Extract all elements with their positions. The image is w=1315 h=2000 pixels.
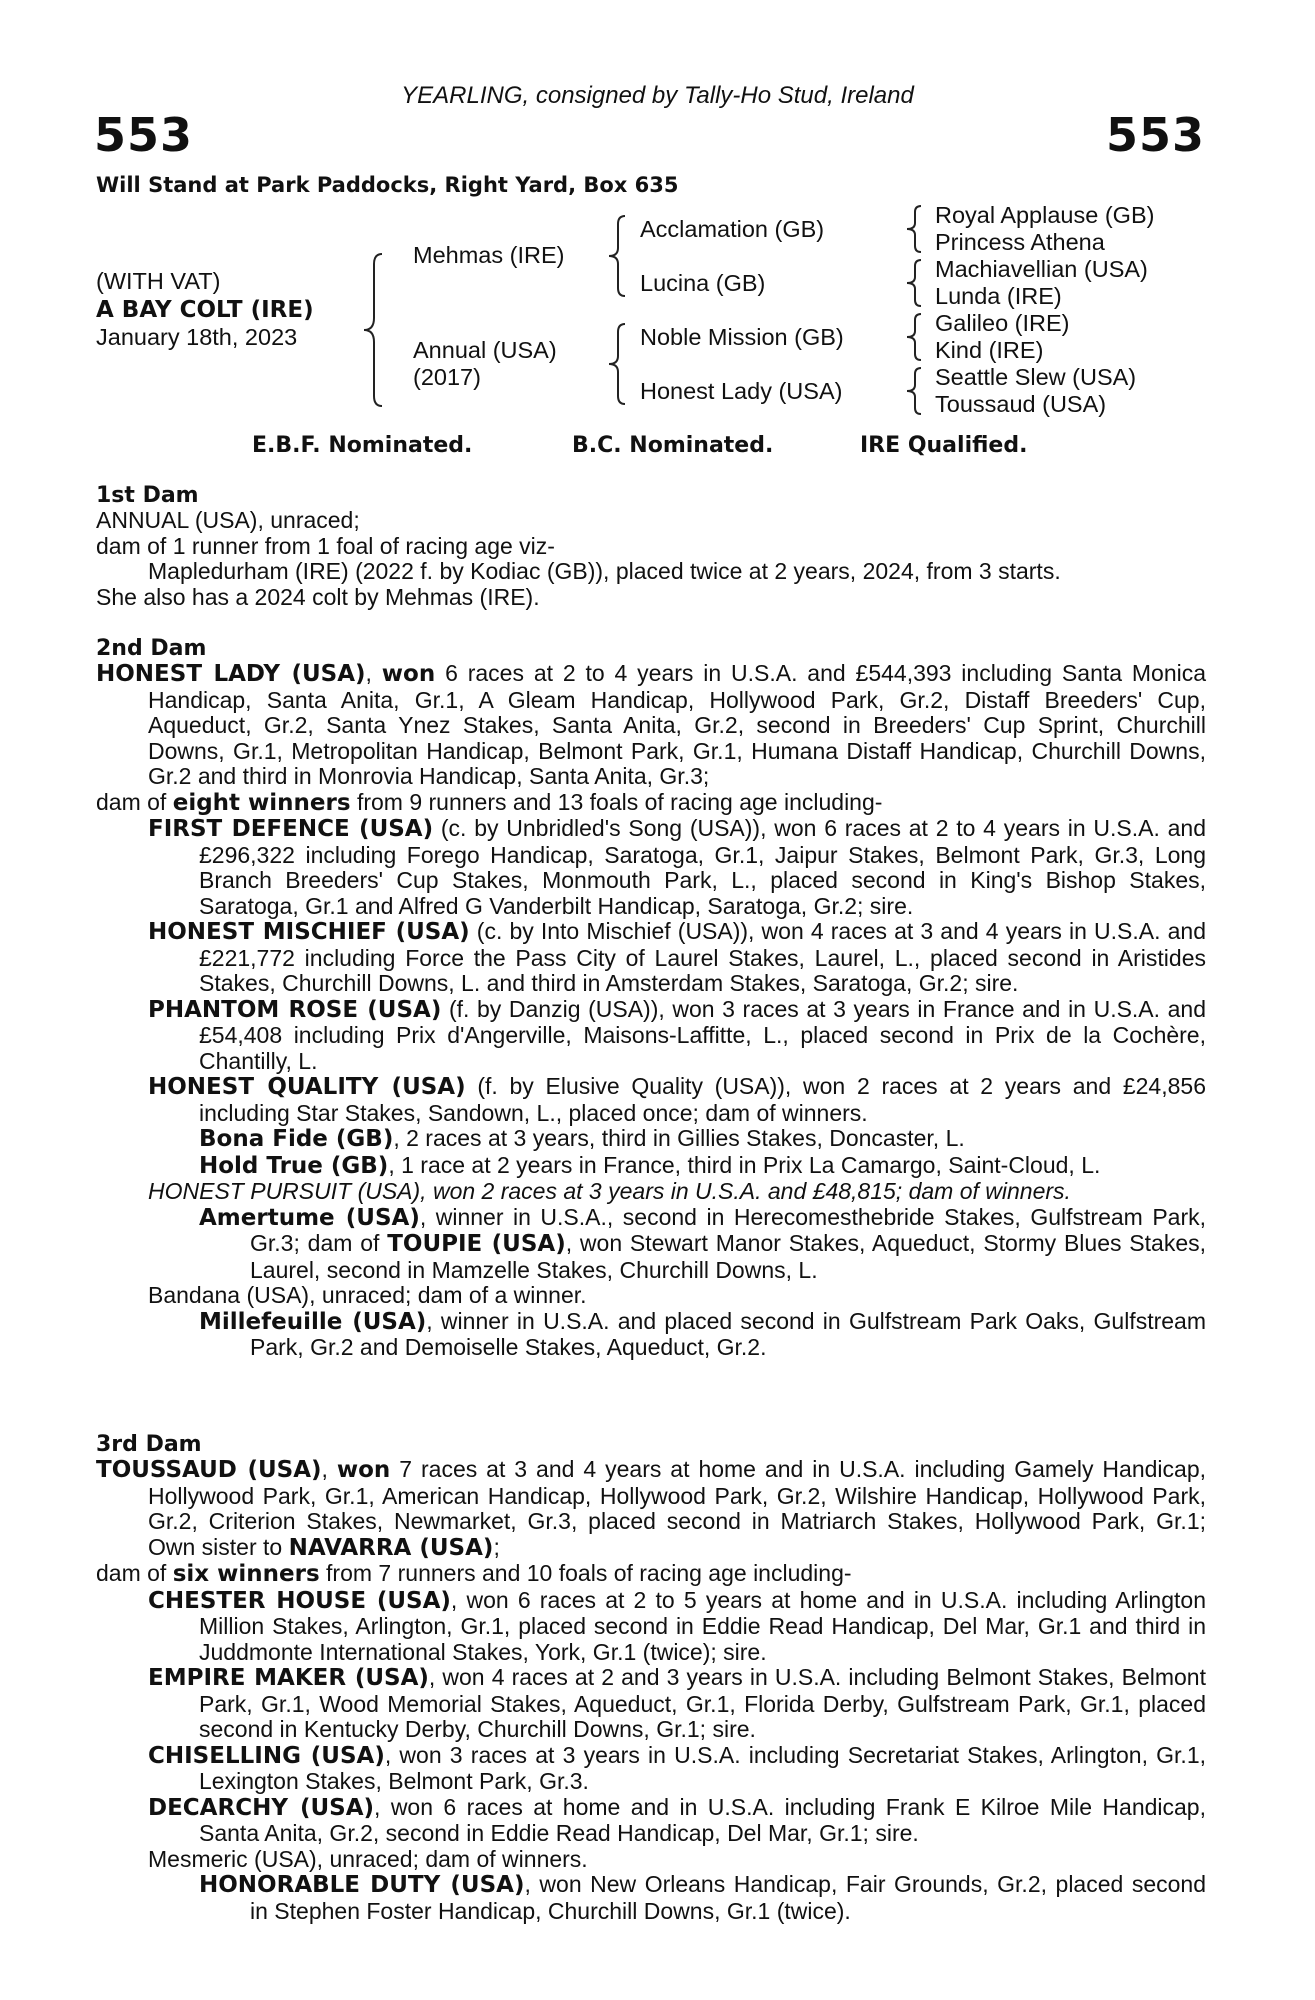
vat-note: (WITH VAT) [96, 268, 221, 294]
pedigree-brace-dam [605, 320, 635, 408]
dam-year: (2017) [413, 364, 481, 390]
ebf-nomination: E.B.F. Nominated. [252, 433, 473, 458]
ggsire-2: Machiavellian (USA) [935, 256, 1148, 282]
progeny-entry: HONEST QUALITY (USA) (f. by Elusive Quality (USA)), won 2 races at 2 years and £24,856 including Star Stakes, Sandown, L., placed once; dam of winners. [148, 1073, 1206, 1126]
dam-name: Annual (USA) [413, 337, 557, 363]
first-dam-section [96, 508, 1206, 610]
ggdam-3: Kind (IRE) [935, 337, 1044, 363]
second-dam-entry: HONEST LADY (USA), won 6 races at 2 to 4 years in U.S.A. and £544,393 including Santa Monica Handicap, Santa Anita, Gr.1, A Gleam Handicap, Hollywood Park, Gr.2, Distaff Breeders' Cup, Aqueduct, Gr.2, Santa Ynez Stakes, Santa Anita, Gr.2, second in Breeders' Cup Sprint, Churchill Downs, Gr.1, Metropolitan Handicap, Belmont Park, Gr.1, Humana Distaff Handicap, Churchill Downs, Gr.2 and third in Monrovia Handicap, Santa Anita, Gr.3; [96, 660, 1207, 789]
grand-progeny-entry: Hold True (GB), 1 race at 2 years in France, third in Prix La Camargo, Saint-Cloud, L. [199, 1151, 1101, 1179]
third-dam-section [96, 1457, 1206, 1924]
progeny-entry: CHISELLING (USA), won 3 races at 3 years in U.S.A. including Secretariat Stakes, Arlington, Gr.1, Lexington Stakes, Belmont Park, Gr.3. [148, 1741, 1206, 1794]
second-dam-section [96, 661, 1206, 1361]
sire-dam: Lucina (GB) [640, 270, 766, 296]
lot-number-right: 553 [1105, 108, 1205, 162]
ggsire-1: Royal Applause (GB) [935, 202, 1155, 228]
ggdam-4: Toussaud (USA) [935, 391, 1107, 417]
progeny-entry-mesmeric: Mesmeric (USA), unraced; dam of winners. [148, 1845, 588, 1872]
progeny-entry: FIRST DEFENCE (USA) (c. by Unbridled's Song (USA)), won 6 races at 2 to 4 years in U.S.A. and £296,322 including Forego Handicap, Saratoga, Gr.1, Jaipur Stakes, Belmont Park, Gr.3, Long Branch Breeders' Cup Stakes, Monmouth Park, L., placed second in King's Bishop Stakes, Saratoga, Gr.1 and Alfred G Vanderbilt Handicap, Saratoga, Gr.2; sire. [148, 815, 1206, 919]
sire-sire: Acclamation (GB) [640, 216, 825, 242]
sale-subtitle: YEARLING, consigned by Tally-Ho Stud, Ireland [401, 82, 914, 109]
stable-location: Will Stand at Park Paddocks, Right Yard, Box 635 [96, 173, 679, 197]
progeny-entry-bandana: Bandana (USA), unraced; dam of a winner. [148, 1282, 587, 1308]
third-dam-heading: 3rd Dam [96, 1432, 202, 1457]
first-dam-line: She also has a 2024 colt by Mehmas (IRE). [96, 583, 540, 610]
first-dam-line: ANNUAL (USA), unraced; [96, 507, 360, 533]
pedigree-brace-main [360, 248, 400, 412]
grand-progeny-entry: Bona Fide (GB), 2 races at 3 years, third in Gillies Stakes, Doncaster, L. [199, 1125, 965, 1152]
ggsire-3: Galileo (IRE) [935, 310, 1070, 336]
progeny-entry: EMPIRE MAKER (USA), won 4 races at 2 and 3 years in U.S.A. including Belmont Stakes, Belmont Park, Gr.1, Wood Memorial Stakes, Aqueduct, Gr.1, Florida Derby, Gulfstream Park, Gr.1, placed second in Kentucky Derby, Churchill Downs, Gr.1; sire. [148, 1664, 1206, 1742]
grand-progeny-entry: HONORABLE DUTY (USA), won New Orleans Handicap, Fair Grounds, Gr.2, placed second in Stephen Foster Handicap, Churchill Downs, Gr.1 (twice). [199, 1871, 1207, 1924]
ggdam-2: Lunda (IRE) [935, 283, 1062, 309]
foaling-date: January 18th, 2023 [96, 324, 298, 350]
second-dam-produce: dam of eight winners from 9 runners and 13 foals of racing age including- [96, 788, 883, 816]
first-dam-progeny: Mapledurham (IRE) (2022 f. by Kodiac (GB)), placed twice at 2 years, 2024, from 3 starts. [148, 558, 1061, 584]
bc-nomination: B.C. Nominated. [572, 433, 774, 458]
lot-number-left: 553 [94, 108, 194, 162]
grand-progeny-entry: Amertume (USA), winner in U.S.A., second in Herecomesthebride Stakes, Gulfstream Park, Gr.3; dam of TOUPIE (USA), won Stewart Manor Stakes, Aqueduct, Stormy Blues Stakes, Laurel, second in Mamzelle Stakes, Churchill Downs, L. [199, 1203, 1207, 1283]
grand-progeny-entry: Millefeuille (USA), winner in U.S.A. and placed second in Gulfstream Park Oaks, Gulfstream Park, Gr.2 and Demoiselle Stakes, Aqueduct, Gr.2. [199, 1307, 1206, 1360]
pedigree-brace-3d [903, 365, 929, 417]
pedigree-brace-3c [903, 311, 929, 363]
second-dam-heading: 2nd Dam [96, 636, 207, 661]
ggdam-1: Princess Athena [935, 229, 1105, 255]
third-dam-produce: dam of six winners from 7 runners and 10 foals of racing age including- [96, 1560, 852, 1587]
progeny-entry: PHANTOM ROSE (USA) (f. by Danzig (USA)), won 3 races at 3 years in France and in U.S.A. and £54,408 including Prix d'Angerville, Maisons-Laffitte, L., placed second in Prix de la Cochère, Chantilly, L. [148, 995, 1207, 1074]
ggsire-4: Seattle Slew (USA) [935, 364, 1137, 390]
first-dam-line: dam of 1 runner from 1 foal of racing age viz- [96, 532, 555, 559]
progeny-entry: CHESTER HOUSE (USA), won 6 races at 2 to 5 years at home and in U.S.A. including Arlington Million Stakes, Arlington, Gr.1, placed second in Eddie Read Handicap, Del Mar, Gr.1 and third in Juddmonte International Stakes, York, Gr.1 (twice); sire. [148, 1586, 1206, 1665]
horse-name: A BAY COLT (IRE) [96, 297, 314, 323]
dam-dam: Honest Lady (USA) [640, 378, 843, 404]
ire-qualified: IRE Qualified. [860, 433, 1028, 458]
third-dam-entry: TOUSSAUD (USA), won 7 races at 3 and 4 years at home and in U.S.A. including Gamely Handicap, Hollywood Park, Gr.1, American Handicap, Hollywood Park, Gr.2, Wilshire Handicap, Hollywood Park, Gr.2, Criterion Stakes, Newmarket, Gr.3, placed second in Matriarch Stakes, Hollywood Park, Gr.1; Own sister to NAVARRA (USA); [96, 1456, 1207, 1561]
progeny-entry-pursuit: HONEST PURSUIT (USA), won 2 races at 3 years in U.S.A. and £48,815; dam of winners. [148, 1178, 1071, 1204]
dam-sire: Noble Mission (GB) [640, 324, 844, 350]
pedigree-brace-sire [605, 212, 635, 300]
progeny-entry: DECARCHY (USA), won 6 races at home and in U.S.A. including Frank E Kilroe Mile Handicap, Santa Anita, Gr.2, second in Eddie Read Handicap, Del Mar, Gr.1; sire. [148, 1793, 1206, 1846]
pedigree-brace-3a [903, 203, 929, 255]
first-dam-heading: 1st Dam [96, 483, 199, 508]
pedigree-brace-3b [903, 257, 929, 309]
sire-name: Mehmas (IRE) [413, 242, 565, 268]
progeny-entry: HONEST MISCHIEF (USA) (c. by Into Mischief (USA)), won 4 races at 3 and 4 years in U.S.A. and £221,772 including Force the Pass City of Laurel Stakes, Laurel, L., placed second in Aristides Stakes, Churchill Downs, L. and third in Amsterdam Stakes, Saratoga, Gr.2; sire. [148, 918, 1207, 996]
